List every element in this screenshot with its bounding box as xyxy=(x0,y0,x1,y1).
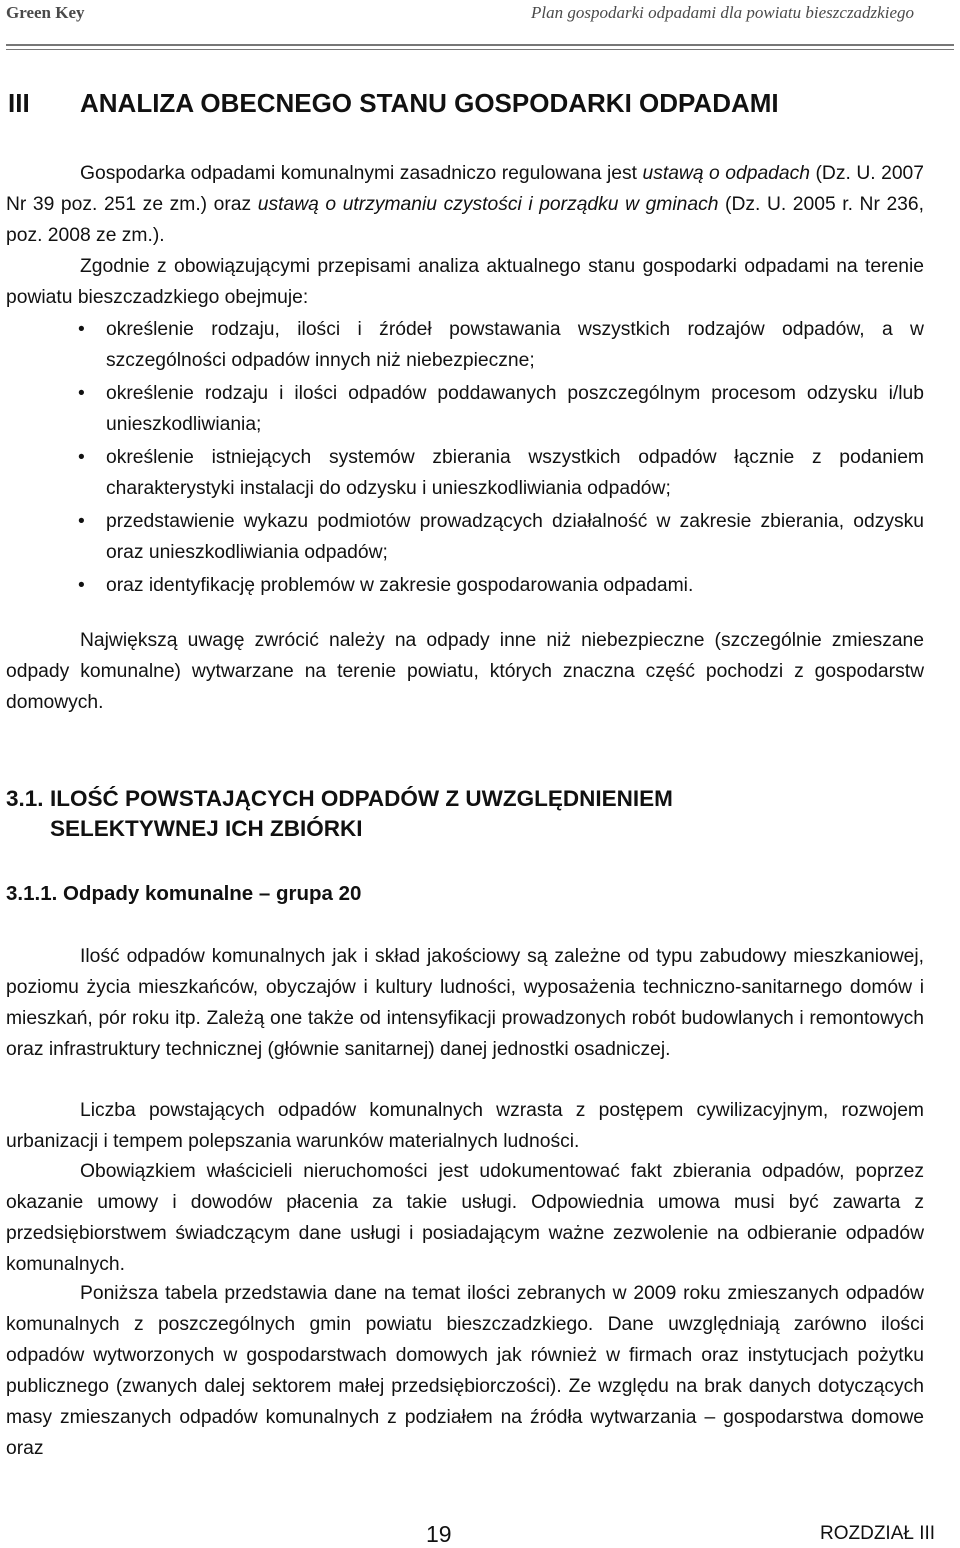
body-paragraph-1 xyxy=(6,941,924,1065)
list-item xyxy=(78,442,924,504)
chapter-title: ANALIZA OBECNEGO STANU GOSPODARKI ODPADAMI xyxy=(80,88,779,118)
footer-chapter-label: ROZDZIAŁ III xyxy=(820,1523,936,1544)
body-paragraph-4-text: Poniższa tabela przedstawia dane na temat ilości zebranych w 2009 roku zmieszanych odpadów komunalnych z poszczególnych gmin powiatu bieszczadzkiego. Dane uwzględniają zarówno ilości odpadów wytworzonych w gospodarstwach domowych jak również w firmach oraz instytucjach pożytku publicznego (zwanych dalej sektorem małej przedsiębiorczości). Ze względu na brak danych dotyczących masy zmieszanych odpadów komunalnych z podziałem na źródła wytwarzania – gospodarstwa domowe oraz xyxy=(6,1283,924,1459)
list-item xyxy=(78,378,924,440)
list-item-text: określenie rodzaju, ilości i źródeł powstawania wszystkich rodzajów odpadów, a w szczególności odpadów innych niż niebezpieczne; xyxy=(106,319,924,371)
intro-paragraph-2 xyxy=(6,251,924,313)
emphasis-paragraph-text: Największą uwagę zwrócić należy na odpady inne niż niebezpieczne (szczególnie zmieszane odpady komunalne) wytwarzane na terenie powiatu, których znaczna część pochodzi z gospodarstw domowych. xyxy=(6,630,924,713)
bullet-icon: • xyxy=(78,447,85,468)
bullet-icon: • xyxy=(78,575,85,596)
section-heading xyxy=(6,782,673,815)
body-paragraph-1-text: Ilość odpadów komunalnych jak i skład jakościowy są zależne od typu zabudowy mieszkaniowej, poziomu życia mieszkańców, obyczajów i kultury ludności, wyposażenia techniczno-sanitarnego domów i mieszkań, pór roku itp. Zależą one także od intensyfikacji prowadzonych robót budowlanych i remontowych oraz infrastruktury technicznej (głównie sanitarnej) danej jednostki osadniczej. xyxy=(6,946,924,1060)
header-document-title: Plan gospodarki odpadami dla powiatu bieszczadzkiego xyxy=(531,3,914,22)
list-item-text: określenie istniejących systemów zbierania wszystkich odpadów łącznie z podaniem charakterystyki instalacji do odzysku i unieszkodliwiania odpadów; xyxy=(106,447,924,499)
list-item-text: przedstawienie wykazu podmiotów prowadzących działalność w zakresie zbierania, odzysku oraz unieszkodliwiania odpadów; xyxy=(106,511,924,563)
header-company-name: Green Key xyxy=(6,3,85,22)
body-paragraph-3-text: Obowiązkiem właścicieli nieruchomości jest udokumentować fakt zbierania odpadów, poprzez okazanie umowy i dowodów płacenia za takie usługi. Odpowiednia umowa musi być zawarta z przedsiębiorstwem świadczącym dane usługi i posiadającym ważne zezwolenie na odbieranie odpadów komunalnych. xyxy=(6,1161,924,1275)
intro-paragraph-1 xyxy=(6,158,924,251)
list-item xyxy=(78,506,924,568)
law-reference-waste-act: ustawą o odpadach xyxy=(642,163,810,184)
header-rule-thin xyxy=(6,49,954,50)
section-title-line-1: ILOŚĆ POWSTAJĄCYCH ODPADÓW Z UWZGLĘDNIENIEM xyxy=(50,786,673,811)
body-paragraph-2-text: Liczba powstających odpadów komunalnych wzrasta z postępem cywilizacyjnym, rozwojem urbanizacji i tempem polepszania warunków materialnych ludności. xyxy=(6,1100,924,1152)
section-number: 3.1. xyxy=(6,786,44,811)
list-item-text: określenie rodzaju i ilości odpadów poddawanych poszczególnym procesom odzysku i/lub unieszkodliwiania; xyxy=(106,383,924,435)
analysis-scope-list xyxy=(78,314,924,603)
intro-text-a: Gospodarka odpadami komunalnymi zasadniczo regulowana jest xyxy=(80,163,643,184)
list-item xyxy=(78,314,924,376)
list-item-text: oraz identyfikację problemów w zakresie gospodarowania odpadami. xyxy=(106,575,694,596)
subsection-heading: 3.1.1. Odpady komunalne – grupa 20 xyxy=(6,882,362,905)
intro-paragraph-2-text: Zgodnie z obowiązującymi przepisami analiza aktualnego stanu gospodarki odpadami na terenie powiatu bieszczadzkiego obejmuje: xyxy=(6,256,924,308)
header-rule-thick xyxy=(6,44,954,46)
body-paragraph-4 xyxy=(6,1278,924,1464)
intro-text-b: (Dz. U. 2007 Nr 39 poz. 251 ze zm.) oraz xyxy=(6,163,924,215)
bullet-icon: • xyxy=(78,383,85,404)
chapter-number: III xyxy=(8,88,30,118)
page-number: 19 xyxy=(426,1521,452,1547)
list-item xyxy=(78,570,924,601)
emphasis-paragraph xyxy=(6,625,924,718)
body-paragraph-2 xyxy=(6,1095,924,1157)
law-reference-cleanliness-act: ustawą o utrzymaniu czystości i porządku w gminach xyxy=(257,194,719,215)
bullet-icon: • xyxy=(78,319,85,340)
intro-text-c: (Dz. U. 2005 r. Nr 236, poz. 2008 ze zm.). xyxy=(6,194,924,246)
bullet-icon: • xyxy=(78,511,85,532)
body-paragraph-3 xyxy=(6,1156,924,1280)
section-title-line-2: SELEKTYWNEJ ICH ZBIÓRKI xyxy=(50,816,363,841)
